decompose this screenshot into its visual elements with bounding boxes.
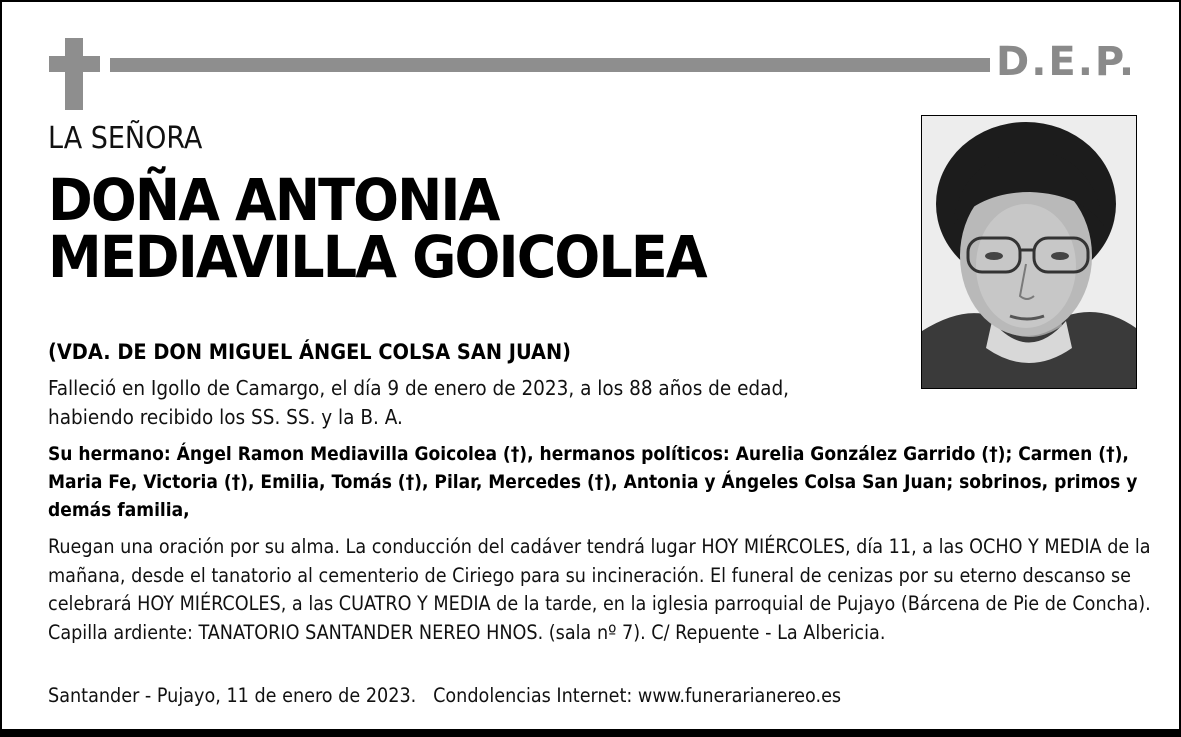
condolences-link[interactable]: Condolencias Internet: www.funerarianereo.es <box>433 684 842 707</box>
portrait-photo <box>921 115 1137 389</box>
death-notice <box>48 374 908 432</box>
header-rule <box>110 58 990 72</box>
portrait-illustration <box>922 116 1136 388</box>
dep-label: D.E.P. <box>996 39 1137 85</box>
death-notice-line-2: habiendo recibido los SS. SS. y la B. A. <box>48 405 403 429</box>
cross-icon-bar <box>49 56 100 72</box>
cross-icon <box>65 38 83 110</box>
salutation: LA SEÑORA <box>48 121 203 156</box>
family-list: Su hermano: Ángel Ramon Mediavilla Goicolea (†), hermanos políticos: Aurelia González Garrido (†); Carmen (†), Maria Fe, Victoria (†), Emilia, Tomás (†), Pilar, Mercedes (†), Antonia y Ángeles Colsa San Juan; sobrinos, primos y demás familia, <box>48 443 1138 521</box>
death-notice-line-1: Falleció en Igollo de Camargo, el día 9 de enero de 2023, a los 88 años de edad, <box>48 376 790 400</box>
name-line-1: DOÑA ANTONIA <box>48 166 499 234</box>
footer <box>48 681 841 711</box>
footer-place-date: Santander - Pujayo, 11 de enero de 2023. <box>48 684 417 707</box>
name-line-2: MEDIAVILLA GOICOLEA <box>48 223 706 291</box>
deceased-name <box>48 166 706 291</box>
widow-note: (VDA. DE DON MIGUEL ÁNGEL COLSA SAN JUAN) <box>48 340 571 365</box>
ceremony-details: Ruegan una oración por su alma. La conducción del cadáver tendrá lugar HOY MIÉRCOLES, día 11, a las OCHO Y MEDIA de la mañana, desde el tanatorio al cementerio de Ciriego para su incineración. El funeral de cenizas por su eterno descanso se celebrará HOY MIÉRCOLES, a las CUATRO Y MEDIA de la tarde, en la iglesia parroquial de Pujayo (Bárcena de Pie de Concha). Capilla ardiente: TANATORIO SANTANDER NEREO HNOS. (sala nº 7). C/ Repuente - La Albericia. <box>48 535 1151 644</box>
